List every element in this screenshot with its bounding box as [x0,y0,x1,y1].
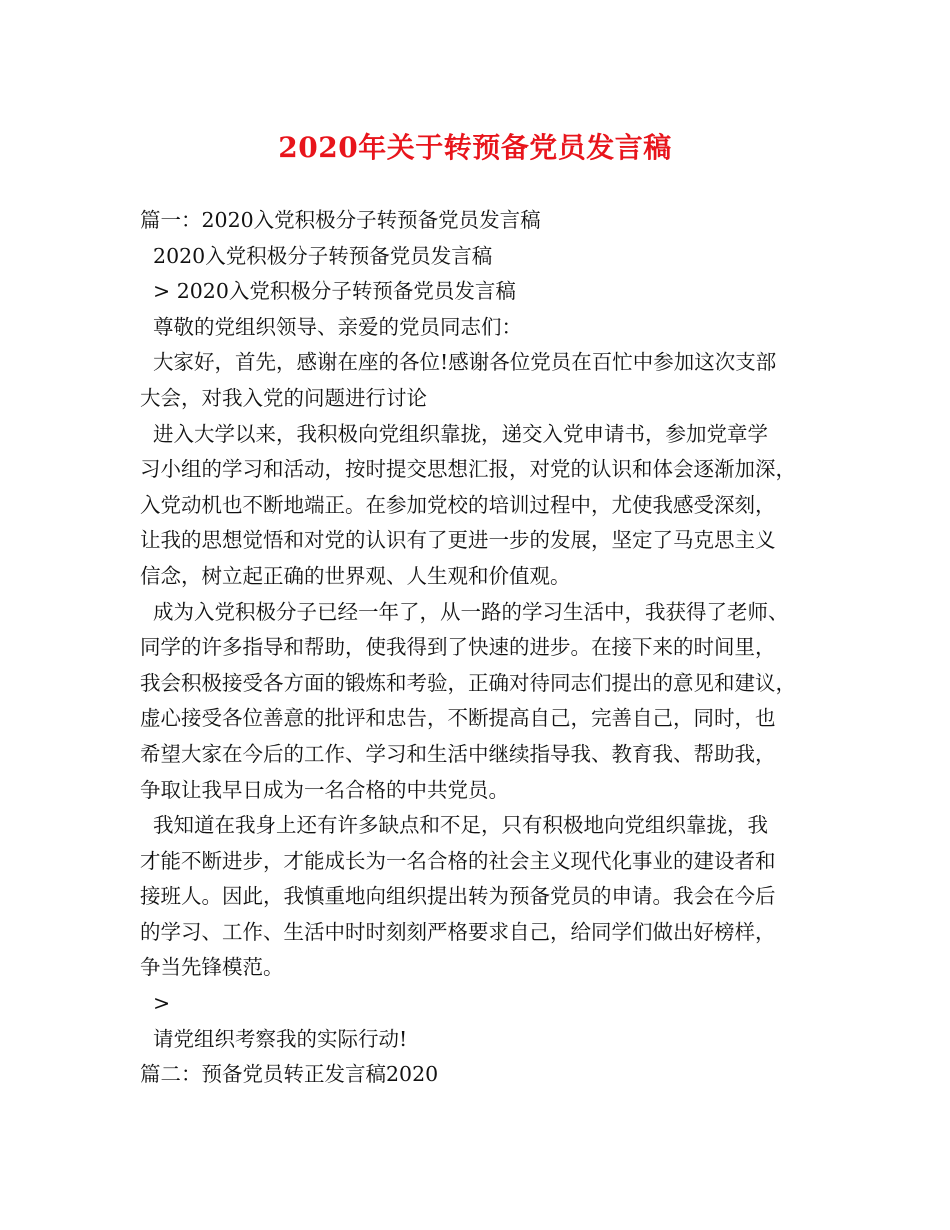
text-line: 让我的思想觉悟和对党的认识有了更进一步的发展，坚定了马克思主义 [140,528,776,553]
text-line: 我知道在我身上还有许多缺点和不足，只有积极地向党组织靠拢，我 [140,813,769,838]
text-line: 成为入党积极分子已经一年了，从一路的学习生活中，我获得了老师、 [140,599,789,624]
text-line: 进入大学以来，我积极向党组织靠拢，递交入党申请书，参加党章学 [140,421,769,446]
text-line: 希望大家在今后的工作、学习和生活中继续指导我、教育我、帮助我， [140,741,776,766]
text-line: 争当先锋模范。 [140,955,284,980]
text-line: 接班人。因此，我慎重地向组织提出转为预备党员的申请。我会在今后 [140,884,776,909]
text-line: 信念，树立起正确的世界观、人生观和价值观。 [140,563,571,588]
text-line: 我会积极接受各方面的锻炼和考验，正确对待同志们提出的意见和建议， [140,670,796,695]
text-line: 2020入党积极分子转预备党员发言稿 [140,243,493,268]
text-line: 才能不断进步，才能成长为一名合格的社会主义现代化事业的建设者和 [140,848,776,873]
text-line: 入党动机也不断地端正。在参加党校的培训过程中，尤使我感受深刻， [140,492,776,517]
text-line: 篇二：预备党员转正发言稿2020 [140,1062,439,1087]
document-body [140,203,830,1093]
text-line: 大家好，首先，感谢在座的各位!感谢各位党员在百忙中参加这次支部 [140,350,777,375]
text-line: 大会，对我入党的问题进行讨论 [140,385,427,410]
text-line: > [140,991,171,1016]
text-line: 请党组织考察我的实际行动! [140,1026,408,1051]
text-line: 争取让我早日成为一名合格的中共党员。 [140,777,509,802]
text-line: 习小组的学习和活动，按时提交思想汇报，对党的认识和体会逐渐加深， [140,457,796,482]
document-title: 2020年关于转预备党员发言稿 [278,131,672,164]
text-line: 篇一：2020入党积极分子转预备党员发言稿 [140,208,541,232]
text-line: 的学习、工作、生活中时时刻刻严格要求自己，给同学们做出好榜样， [140,919,776,944]
text-line: 同学的许多指导和帮助，使我得到了快速的进步。在接下来的时间里， [140,635,776,660]
text-line: 尊敬的党组织领导、亲爱的党员同志们： [140,314,523,339]
text-line: > 2020入党积极分子转预备党员发言稿 [140,279,516,304]
text-line: 虚心接受各位善意的批评和忠告，不断提高自己，完善自己，同时，也 [140,706,776,731]
